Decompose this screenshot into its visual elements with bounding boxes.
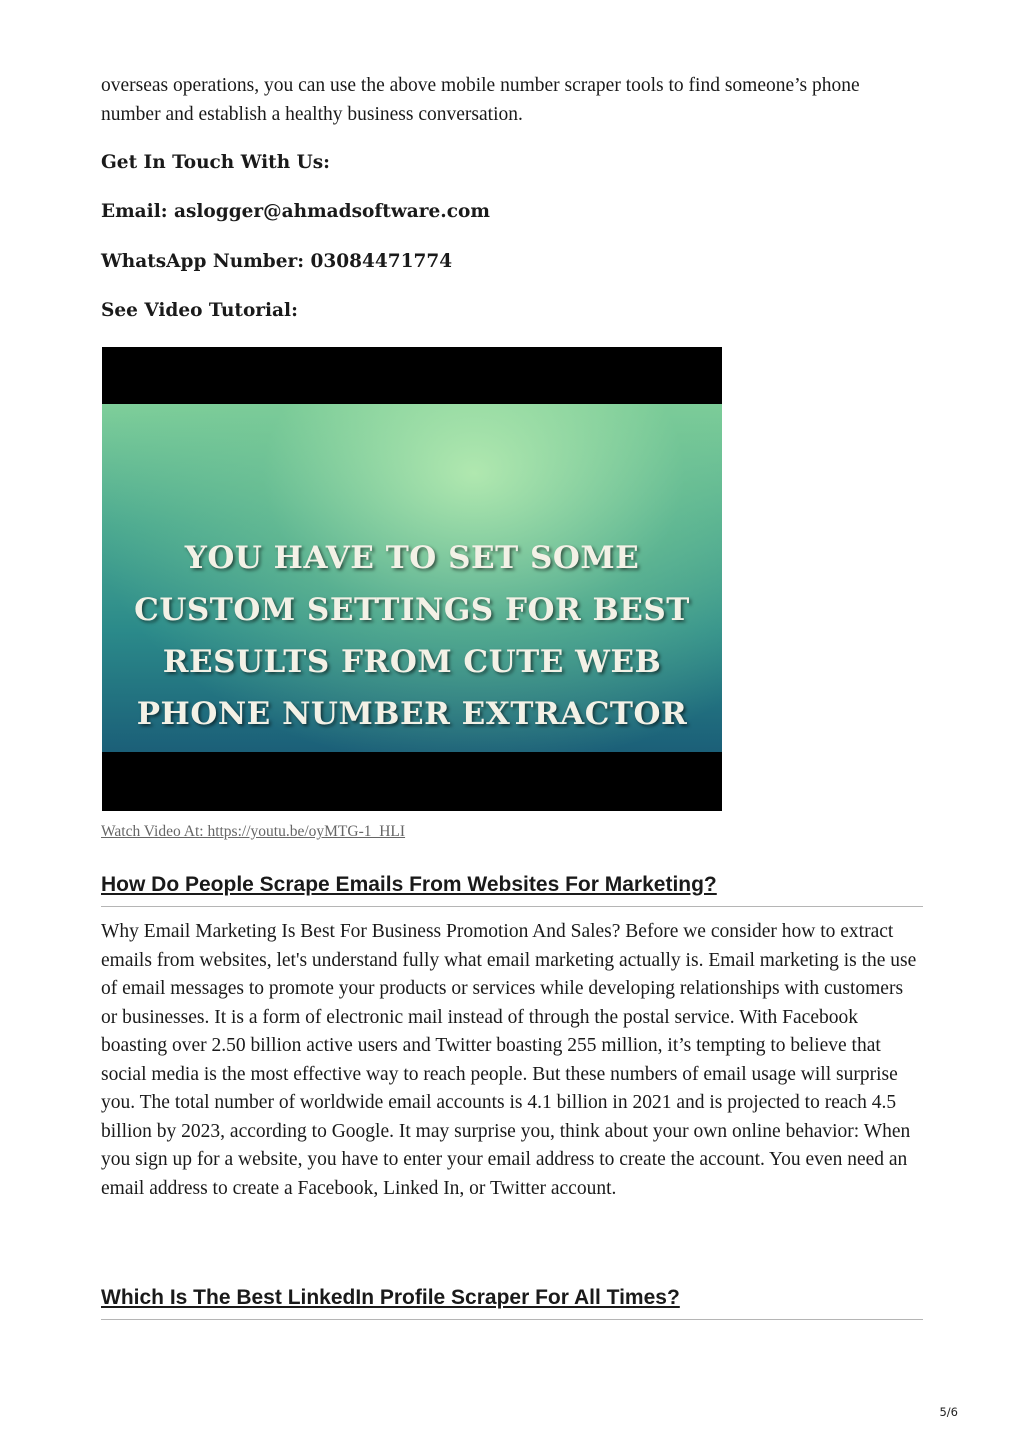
- contact-whatsapp: WhatsApp Number: 03084471774: [101, 251, 453, 272]
- video-link[interactable]: Watch Video At: https://youtu.be/oyMTG-1_HLI: [101, 823, 406, 840]
- section-heading-email-scraping[interactable]: How Do People Scrape Emails From Websites For Marketing?: [101, 872, 923, 907]
- video-thumbnail[interactable]: [102, 347, 722, 811]
- video-thumbnail-text: YOU HAVE TO SET SOME CUSTOM SETTINGS FOR BEST RESULTS FROM CUTE WEB PHONE NUMBER EXTRACTOR: [134, 540, 690, 732]
- video-frame: [102, 404, 722, 752]
- video-tutorial-label: See Video Tutorial:: [101, 300, 298, 321]
- contact-email: Email: aslogger@ahmadsoftware.com: [101, 201, 490, 222]
- page-number: 5/6: [939, 1405, 958, 1419]
- section-heading-linkedin-scraper[interactable]: Which Is The Best LinkedIn Profile Scraper For All Times?: [101, 1285, 923, 1320]
- intro-paragraph: overseas operations, you can use the above mobile number scraper tools to find someone’s phone number and establish a healthy business conversation.: [101, 75, 860, 125]
- section-body-email-marketing: Why Email Marketing Is Best For Business Promotion And Sales? Before we consider how to extract emails from websites, let's understand fully what email marketing actually is. Email marketing is the use of email messages to promote your products or services while developing relationships with customers or businesses. It is a form of electronic mail instead of through the postal service. With Facebook boasting over 2.50 billion active users and Twitter boasting 255 million, it’s tempting to believe that social media is the most effective way to reach people. But these numbers of email usage will surprise you. The total number of worldwide email accounts is 4.1 billion in 2021 and is projected to reach 4.5 billion by 2023, according to Google. It may surprise you, think about your own online behavior: When you sign up for a website, you have to enter your email address to create the account. You even need an email address to create a Facebook, Linked In, or Twitter account.: [101, 921, 917, 1199]
- contact-heading: Get In Touch With Us:: [101, 152, 330, 173]
